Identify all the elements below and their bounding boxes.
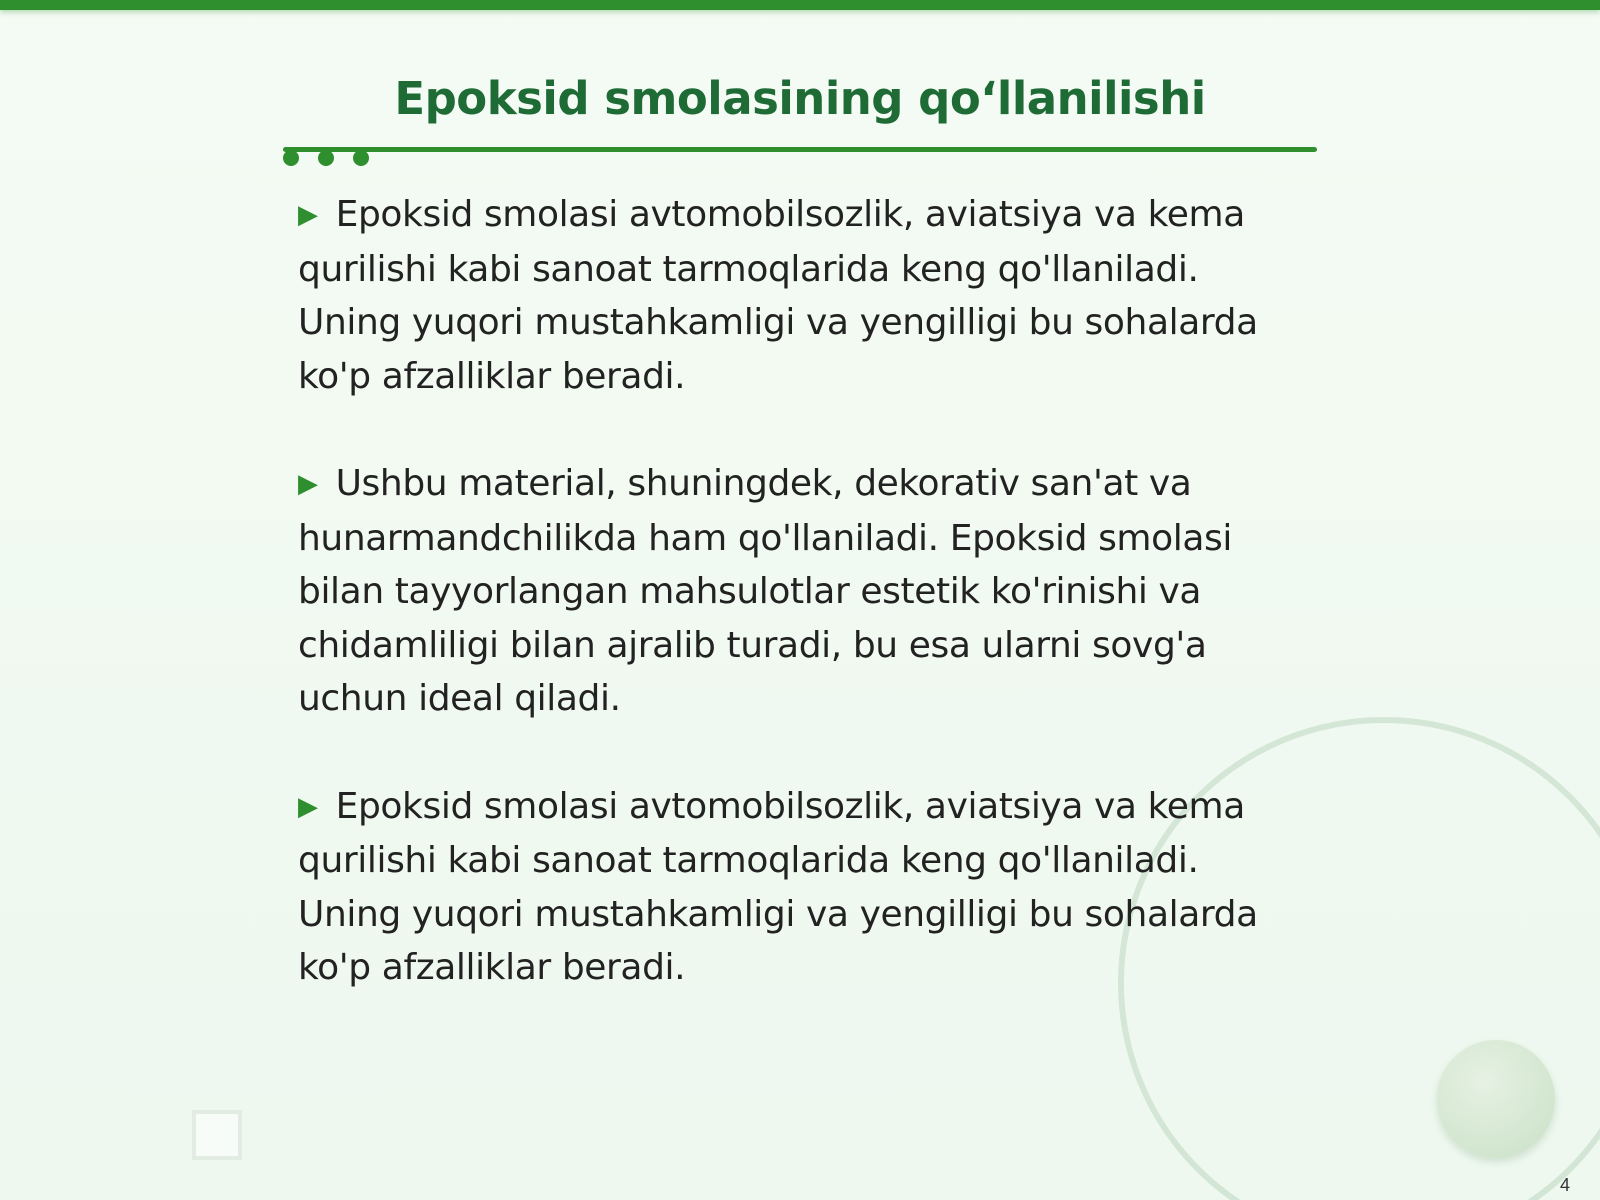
underline-dot: [283, 150, 299, 166]
bullet-paragraph: [298, 780, 1298, 995]
bullet-text: Epoksid smolasi avtomobilsozlik, aviatsiya va kema qurilishi kabi sanoat tarmoqlarida keng qo'llaniladi. Uning yuqori mustahkamligi va yengilligi bu sohalarda ko'p afzalliklar beradi.: [298, 194, 1258, 397]
decorative-square: [192, 1110, 242, 1160]
bullet-paragraph: [298, 457, 1298, 726]
bullet-list: [298, 188, 1298, 1049]
page-number: 4: [1559, 1175, 1570, 1195]
slide-title: Epoksid smolasining qo‘llanilishi: [394, 72, 1206, 125]
bullet-arrow-icon: ▶: [298, 200, 318, 230]
title-underline: [283, 147, 1317, 152]
bullet-arrow-icon: ▶: [298, 791, 318, 822]
bullet-text: Epoksid smolasi avtomobilsozlik, aviatsiya va kema qurilishi kabi sanoat tarmoqlarida keng qo'llaniladi. Uning yuqori mustahkamligi va yengilligi bu sohalarda ko'p afzalliklar beradi.: [298, 785, 1258, 988]
underline-dot: [318, 150, 334, 166]
decorative-circle: [1437, 1040, 1555, 1158]
bullet-arrow-icon: ▶: [298, 469, 318, 499]
top-accent-bar: [0, 0, 1600, 10]
underline-dot: [353, 150, 369, 166]
bullet-paragraph: [298, 188, 1298, 403]
bullet-text: Ushbu material, shuningdek, dekorativ san'at va hunarmandchilikda ham qo'llaniladi. Epoksid smolasi bilan tayyorlangan mahsulotlar estetik ko'rinishi va chidamliligi bilan ajralib turadi, bu esa ularni sovg'a uchun ideal qiladi.: [298, 463, 1232, 719]
